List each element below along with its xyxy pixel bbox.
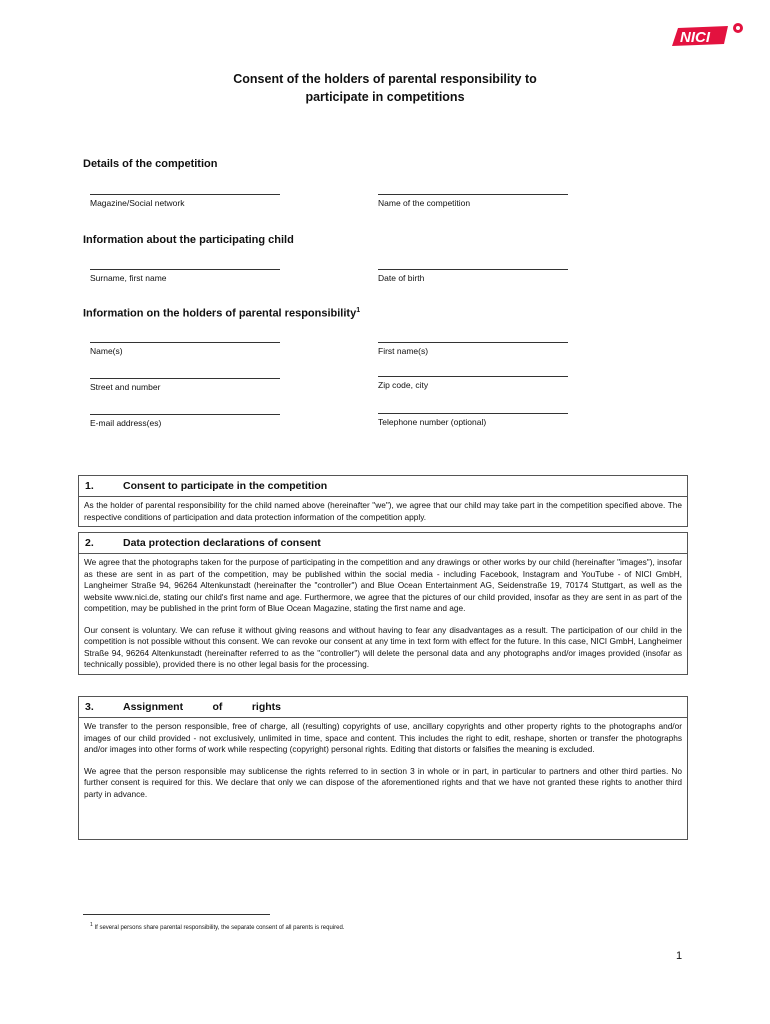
child-name-input-line[interactable] (90, 261, 280, 270)
section-3-heading-word-3: rights (251, 701, 281, 713)
section-2-number: 2. (85, 537, 94, 549)
competition-name-label: Name of the competition (378, 198, 471, 208)
footnote-divider (83, 914, 270, 915)
holders-heading (83, 307, 360, 320)
section-3-paragraph-2: We agree that the person responsible may sublicense the rights referred to in section 3 in whole or in part, in particular to partners and other third parties. No further consent is required for this. We declare that only we can dispose of the aforementioned rights and that we have not granted these rights to another third party in advance. (84, 765, 682, 799)
holder-first-name-label: First name(s) (378, 346, 429, 356)
section-2-heading: Data protection declarations of consent (123, 537, 321, 549)
section-1-header (79, 476, 687, 497)
holder-name-label: Name(s) (90, 346, 123, 356)
section-3-heading (123, 701, 281, 713)
street-input-line[interactable] (90, 370, 280, 379)
competition-name-field[interactable] (378, 186, 568, 208)
section-2-box (78, 532, 688, 675)
section-1-body (79, 497, 687, 526)
section-3-box (78, 696, 688, 840)
section-1-text: As the holder of parental responsibility for the child named above (hereinafter "we"), we agree that our child may take part in the competition specified above. The respective conditions of participation and data protection information of the competition apply. (84, 500, 682, 522)
zip-city-input-line[interactable] (378, 368, 568, 377)
birth-date-input-line[interactable] (378, 261, 568, 270)
section-1-box (78, 475, 688, 527)
section-2-paragraph-1: We agree that the photographs taken for the purpose of participating in the competition and any drawings or other works by our child (hereinafter "images"), insofar as these are sent in as part of the competition, may be published within the social media - including Facebook, Instagram and YouTube - of NICI GmbH, Langheimer Straße 94, 96264 Altenkunstadt (hereinafter the "controller") and Blue Ocean Entertainment AG, Seidenstraße 19, 70174 Stuttgart, as well as the website www.nici.de, stating our child's first name and age. Furthermore, we agree that the pictures of our child provided, insofar as they are sent in as part of the competition, may be published in the print form of Blue Ocean Magazine, stating the first name and age. (84, 557, 682, 613)
section-1-number: 1. (85, 480, 94, 492)
magazine-label: Magazine/Social network (90, 198, 185, 208)
holder-first-name-field[interactable] (378, 334, 568, 356)
logo-text: NICI (680, 29, 710, 46)
section-2-body (79, 554, 687, 674)
footnote-text: If several persons share parental responsibility, the separate consent of all parents is required. (94, 925, 345, 931)
section-3-body (79, 718, 687, 803)
street-label: Street and number (90, 382, 161, 392)
child-name-label: Surname, first name (90, 273, 167, 283)
email-label: E-mail address(es) (90, 418, 162, 428)
holders-heading-text: Information on the holders of parental responsibility (83, 307, 357, 320)
title-line-2: participate in competitions (305, 90, 465, 104)
page-title (0, 70, 770, 106)
magazine-field[interactable] (90, 186, 280, 208)
child-name-field[interactable] (90, 261, 280, 283)
nici-logo (668, 20, 748, 50)
holder-name-input-line[interactable] (90, 334, 280, 343)
section-3-heading-word-1: Assignment (123, 701, 184, 713)
section-3-number: 3. (85, 701, 94, 713)
footnote-mark: 1 (90, 922, 93, 928)
title-line-1: Consent of the holders of parental responsibility to (233, 72, 537, 86)
email-input-line[interactable] (90, 406, 280, 415)
telephone-input-line[interactable] (378, 405, 568, 414)
zip-city-label: Zip code, city (378, 380, 429, 390)
competition-heading: Details of the competition (83, 158, 218, 170)
zip-city-field[interactable] (378, 368, 568, 390)
section-3-paragraph-1: We transfer to the person responsible, free of charge, all (resulting) copyrights of use, ancillary copyrights and other property rights to the photographs and/or images of our child provided - not exclusively, unlimited in time, space and content. This includes the right to edit, reshape, shorten or transfer the photographs and/or images into other forms of work while respecting (copyright) personal rights. Editing that distorts or falsifies the meaning is excluded. (84, 721, 682, 754)
footnote (90, 922, 344, 931)
holder-first-name-input-line[interactable] (378, 334, 568, 343)
competition-name-input-line[interactable] (378, 186, 568, 195)
section-3-heading-word-2: of (212, 701, 223, 713)
section-2-header (79, 533, 687, 554)
section-1-heading: Consent to participate in the competition (123, 480, 328, 492)
magazine-input-line[interactable] (90, 186, 280, 195)
page-number: 1 (676, 950, 683, 962)
section-2-paragraph-2: Our consent is voluntary. We can refuse it without giving reasons and without having to fear any disadvantages as a result. The participation of our child in the competition is not possible without this consent. We can revoke our consent at any time in text form with effect for the future. In this case, NICI GmbH, Langheimer Straße 94, 96264 Altenkunstadt (hereinafter referred to as the "controller") will delete the personal data and any photographs and/or images provided (insofar as technically possible), provided there is no other legal basis for the processing. (84, 624, 682, 669)
holders-footnote-mark: 1 (356, 307, 361, 314)
section-3-header (79, 697, 687, 718)
birth-date-field[interactable] (378, 261, 568, 283)
email-field[interactable] (90, 406, 280, 428)
birth-date-label: Date of birth (378, 273, 425, 283)
telephone-label: Telephone number (optional) (378, 417, 487, 427)
child-heading: Information about the participating child (83, 234, 294, 246)
street-field[interactable] (90, 370, 280, 392)
telephone-field[interactable] (378, 405, 568, 427)
holder-name-field[interactable] (90, 334, 280, 356)
